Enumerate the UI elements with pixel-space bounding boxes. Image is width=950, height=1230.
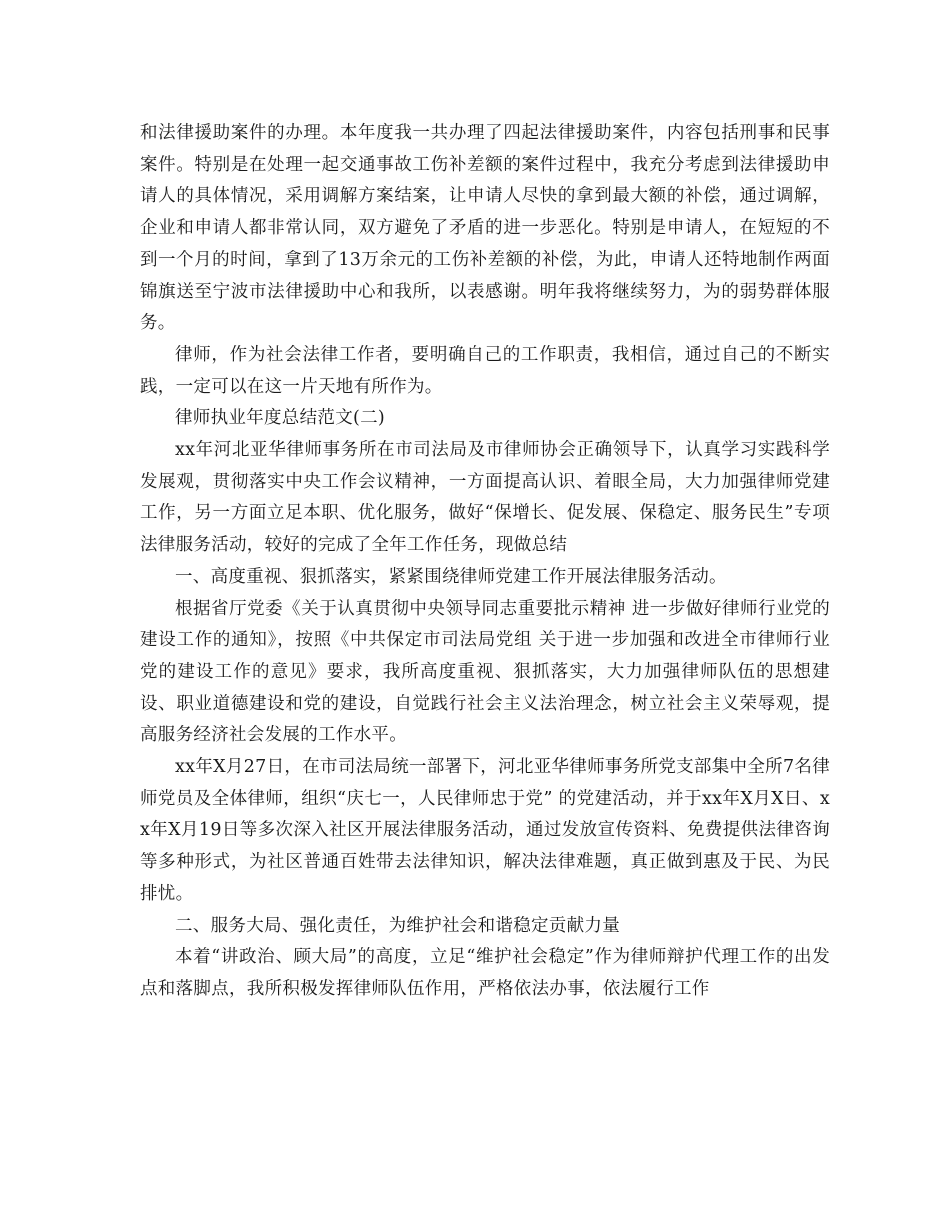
- paragraph-community-activity: xx年X月27日，在市司法局统一部署下，河北亚华律师事务所党支部集中全所7名律师党员及全体律师，组织“庆七一，人民律师忠于党” 的党建活动，并于xx年X月X日、xx年X月19日等多次深入社区开展法律服务活动，通过发放宣传资料、免费提供法律咨询等多种形式，为社区普通百姓带去法律知识，解决法律难题，真正做到惠及于民、为民排忧。: [140, 757, 830, 904]
- paragraph-lawyer-duties: 律师，作为社会法律工作者，要明确自己的工作职责，我相信，通过自己的不断实践，一定可以在这一片天地有所作为。: [140, 344, 830, 397]
- document-page: [140, 118, 830, 1006]
- paragraph-social-stability: 本着“讲政治、顾大局”的高度，立足“维护社会稳定”作为律师辩护代理工作的出发点和落脚点，我所积极发挥律师队伍作用，严格依法办事，依法履行工作: [140, 947, 830, 999]
- paragraph-party-building: 根据省厅党委《关于认真贯彻中央领导同志重要批示精神 进一步做好律师行业党的建设工作的通知》，按照《中共保定市司法局党组 关于进一步加强和改进全市律师行业党的建设工作的意见》要求，我所高度重视、狠抓落实，大力加强律师队伍的思想建设、职业道德建设和党的建设，自觉践行社会主义法治理念，树立社会主义荣辱观，提高服务经济社会发展的工作水平。: [140, 598, 830, 746]
- section-title-summary-two: 律师执业年度总结范文(二): [175, 408, 386, 429]
- heading-part-one: 一、高度重视、狠抓落实，紧紧围绕律师党建工作开展法律服务活动。: [175, 566, 727, 587]
- heading-part-two: 二、服务大局、强化责任，为维护社会和谐稳定贡献力量: [175, 915, 620, 936]
- paragraph-legal-aid-cases: 和法律援助案件的办理。本年度我一共办理了四起法律援助案件，内容包括刑事和民事案件。特别是在处理一起交通事故工伤补差额的案件过程中，我充分考虑到法律援助申请人的具体情况，采用调解方案结案，让申请人尽快的拿到最大额的补偿，通过调解，企业和申请人都非常认同，双方避免了矛盾的进一步恶化。特别是申请人，在短短的不到一个月的时间，拿到了13万余元的工伤补差额的补偿，为此，申请人还特地制作两面锦旗送至宁波市法律援助中心和我所，以表感谢。明年我将继续努力，为的弱势群体服务。: [140, 123, 830, 334]
- paragraph-annual-overview: xx年河北亚华律师事务所在市司法局及市律师协会正确领导下，认真学习实践科学发展观，贯彻落实中央工作会议精神，一方面提高认识、着眼全局，大力加强律师党建工作，另一方面立足本职、优化服务，做好“保增长、促发展、保稳定、服务民生”专项法律服务活动，较好的完成了全年工作任务，现做总结: [140, 440, 830, 556]
